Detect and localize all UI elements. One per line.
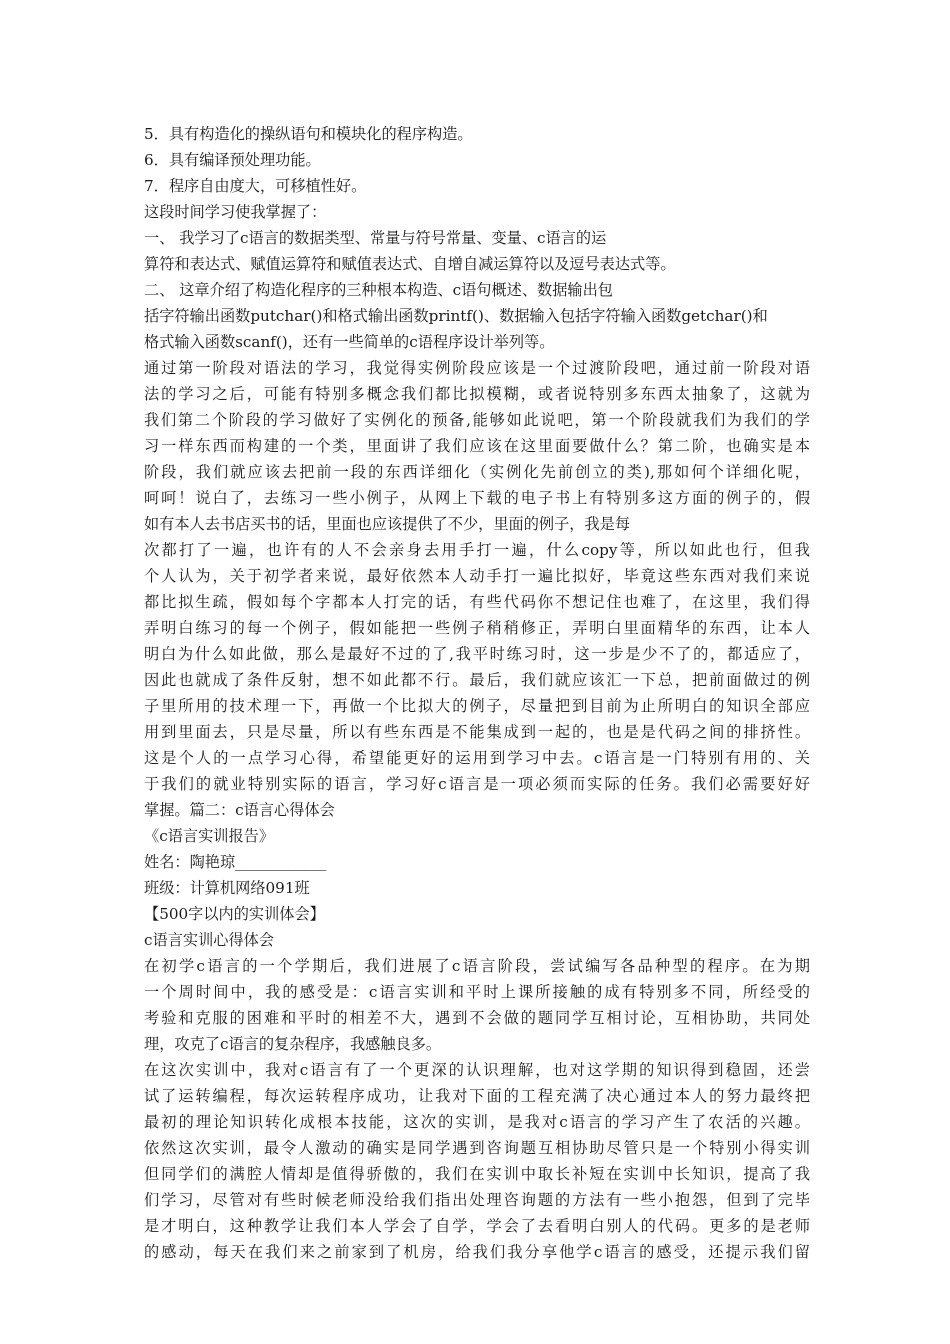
text-line: 括字符输出函数putchar()和格式输出函数printf()、数据输入包括字符输入函数getchar()和 <box>144 307 768 325</box>
text-line: 明白为什么如此做，那么是最好不过的了,我平时练习时，这一步是少不了的，都适应了， <box>144 645 810 663</box>
text-line: 但同学们的满腔人情却是值得骄傲的，我们在实训中取长补短在实训中长知识，提高了我 <box>144 1165 810 1183</box>
text-line: c语言实训心得体会 <box>144 931 275 949</box>
text-line: 用到里面去，只是尽量，所以有些东西是不能集成到一起的，也是是代码之间的排挤性。 <box>144 723 810 741</box>
document-page <box>144 121 810 1265</box>
text-line: 于我们的就业特别实际的语言，学习好c语言是一项必须而实际的任务。我们必需要好好 <box>144 775 810 793</box>
text-line: 7．程序自由度大，可移植性好。 <box>144 177 367 195</box>
text-line: 次都打了一遍，也许有的人不会亲身去用手打一遍，什么copy等，所以如此也行，但我 <box>144 541 810 559</box>
text-line: 是才明白，这种教学让我们本人学会了自学，学会了去看明白别人的代码。更多的是老师 <box>144 1217 810 1235</box>
text-line: 这段时间学习使我掌握了： <box>144 203 327 221</box>
text-line: 法的学习之后，可能有特别多概念我们都比拟模糊，或者说特别多东西太抽象了，这就为 <box>144 385 810 403</box>
text-line: 理，攻克了c语言的复杂程序，我感触良多。 <box>144 1035 442 1053</box>
text-line: 二、 这章介绍了构造化程序的三种根本构造、c语句概述、数据输出包 <box>144 281 613 299</box>
text-line: 试了运转编程，每次运转程序成功，让我对下面的工程充满了决心通过本人的努力最终把 <box>144 1087 810 1105</box>
text-line: 我们第二个阶段的学习做好了实例化的预备,能够如此说吧，第一个阶段就我们为我们的学 <box>144 411 810 429</box>
text-line: 弄明白练习的每一个例子，假如能把一些例子稍稍修正，弄明白里面精华的东西，让本人 <box>144 619 810 637</box>
text-line: 阶段，我们就应该去把前一段的东西详细化（实例化先前创立的类),那如何个详细化呢， <box>144 463 810 481</box>
text-line: 在这次实训中，我对c语言有了一个更深的认识理解，也对这学期的知识得到稳固，还尝 <box>144 1061 810 1079</box>
text-line: 一个周时间中，我的感受是：c语言实训和平时上课所接触的成有特别多不同，所经受的 <box>144 983 810 1001</box>
text-line: 通过第一阶段对语法的学习，我觉得实例阶段应该是一个过渡阶段吧，通过前一阶段对语 <box>144 359 810 377</box>
text-line: 最初的理论知识转化成根本技能，这次的实训，是我对c语言的学习产生了农活的兴趣。 <box>144 1113 810 1131</box>
text-line: 都比拟生疏，假如每个字都本人打完的话，有些代码你不想记住也难了，在这里，我们得 <box>144 593 810 611</box>
text-line: 5．具有构造化的操纵语句和模块化的程序构造。 <box>144 125 473 143</box>
text-line: 呵呵！说白了，去练习一些小例子，从网上下载的电子书上有特别多这方面的例子的，假 <box>144 489 810 507</box>
text-line: 班级：计算机网络091班 <box>144 879 310 897</box>
text-line: 掌握。篇二：c语言心得体会 <box>144 801 335 819</box>
text-line: 们学习，尽管对有些时候老师没给我们指出处理咨询题的方法有一些小抱怨，但到了完毕 <box>144 1191 810 1209</box>
text-line: 考验和克服的困难和平时的相差不大，遇到不会做的题同学互相讨论，互相协助，共同处 <box>144 1009 810 1027</box>
text-line: 姓名：陶艳琼____________ <box>144 853 327 871</box>
text-line: 6．具有编译预处理功能。 <box>144 151 321 169</box>
text-line: 如有本人去书店买书的话，里面也应该提供了不少，里面的例子，我是每 <box>144 515 630 533</box>
text-line: 依然这次实训，最令人激动的确实是同学遇到咨询题互相协助尽管只是一个特别小得实训 <box>144 1139 810 1157</box>
text-line: 的感动，每天在我们来之前家到了机房，给我们我分享他学c语言的感受，还提示我们留 <box>144 1243 810 1261</box>
text-line: 这是个人的一点学习心得，希望能更好的运用到学习中去。c语言是一门特别有用的、关 <box>144 749 810 767</box>
text-line: 个人认为，关于初学者来说，最好依然本人动手打一遍比拟好，毕竟这些东西对我们来说 <box>144 567 810 585</box>
text-line: 习一样东西而构建的一个类，里面讲了我们应该在这里面要做什么？第二阶，也确实是本 <box>144 437 810 455</box>
text-line: 在初学c语言的一个学期后，我们进展了c语言阶段，尝试编写各品种型的程序。在为期 <box>144 957 810 975</box>
text-line: 因此也就成了条件反射，想不如此都不行。最后，我们就应该汇一下总，把前面做过的例 <box>144 671 810 689</box>
text-line: 格式输入函数scanf()，还有一些简单的c语程序设计举列等。 <box>144 333 555 351</box>
text-line: 子里所用的技术理一下，再做一个比拟大的例子，尽量把到目前为止所明白的知识全部应 <box>144 697 810 715</box>
text-line: 算符和表达式、赋值运算符和赋值表达式、自增自减运算符以及逗号表达式等。 <box>144 255 676 273</box>
text-line: 【500字以内的实训体会】 <box>144 905 325 923</box>
text-line: 一、 我学习了c语言的数据类型、常量与符号常量、变量、c语言的运 <box>144 229 607 247</box>
text-line: 《c语言实训报告》 <box>144 827 275 845</box>
